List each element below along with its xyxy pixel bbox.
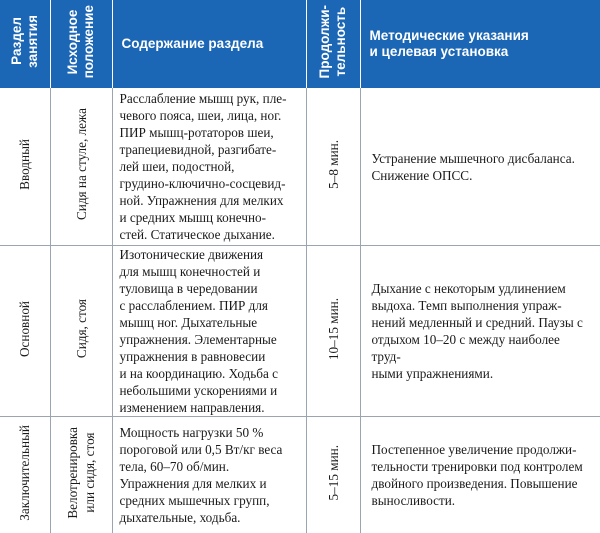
content-text: Мощность нагрузки 50 % пороговой или 0,5 Вт/кг веса тела, 60–70 об/мин. Упражнения для мелких и средних мышечных групп, дыхательные, ходьба.: [120, 425, 283, 525]
cell-content: [112, 246, 306, 417]
notes-text: Дыхание с некоторым удлинением выдоха. Темп выполнения упраж- нений медленный и средний. Паузы с отдыхом 10–20 с между наиболее труд- ными упражнениями.: [372, 281, 583, 381]
header-section-label: Раздел занятия: [9, 15, 41, 68]
header-duration: [306, 0, 360, 88]
header-content: Содержание раздела: [112, 0, 306, 88]
cell-duration: [306, 88, 360, 246]
table-row: [0, 417, 600, 533]
position-text: Сидя, стоя: [73, 299, 90, 358]
header-position: [50, 0, 112, 88]
cell-content: [112, 417, 306, 533]
cell-content: [112, 88, 306, 246]
cell-notes: [360, 417, 600, 533]
cell-position: [50, 88, 112, 246]
cell-duration: [306, 246, 360, 417]
duration-text: 5–8 мин.: [325, 140, 342, 189]
cell-notes: [360, 246, 600, 417]
notes-text: Постепенное увеличение продолжи- тельности тренировки под контролем двойного произведения. Повышение выносливости.: [372, 442, 583, 508]
header-duration-label: Продолжи- тельность: [317, 5, 349, 78]
cell-notes: [360, 88, 600, 246]
position-text: Сидя на стуле, лежа: [73, 108, 90, 220]
header-notes-label: Методические указания и целевая установка: [370, 28, 529, 59]
content-text: Изотонические движения для мышц конечностей и туловища в чередовании с расслаблением. ПИР для мышц ног. Дыхательные упражнения. Элементарные упражнения в равновесии и на координацию. Ходьба с небольшими ускорениями и изменением направления.: [120, 247, 279, 415]
header-notes: [360, 0, 600, 88]
cell-section: [0, 417, 50, 533]
section-name: Заключительный: [16, 425, 33, 521]
position-text: Велотренировка или сидя, стоя: [64, 427, 98, 519]
cell-section: [0, 246, 50, 417]
notes-text: Устранение мышечного дисбаланса. Снижение ОПСС.: [372, 151, 575, 183]
section-name: Основной: [16, 301, 33, 357]
table-row: [0, 88, 600, 246]
table-row: [0, 246, 600, 417]
cell-section: [0, 88, 50, 246]
section-name: Вводный: [16, 139, 33, 190]
header-section: [0, 0, 50, 88]
table-header-row: [0, 0, 600, 88]
duration-text: 5–15 мин.: [325, 445, 342, 500]
cell-position: [50, 417, 112, 533]
duration-text: 10–15 мин.: [325, 298, 342, 360]
cell-duration: [306, 417, 360, 533]
header-position-label: Исходное положение: [65, 5, 97, 78]
cell-position: [50, 246, 112, 417]
content-text: Расслабление мышц рук, пле- чевого пояса, шеи, лица, ног. ПИР мышц-ротаторов шеи, трапециевидной, разгибате- лей шеи, подостной, грудино-ключично-сосцевид- ной. Упражнения для мелких и средних мышц конечно- стей. Статическое дыхание.: [120, 91, 287, 242]
